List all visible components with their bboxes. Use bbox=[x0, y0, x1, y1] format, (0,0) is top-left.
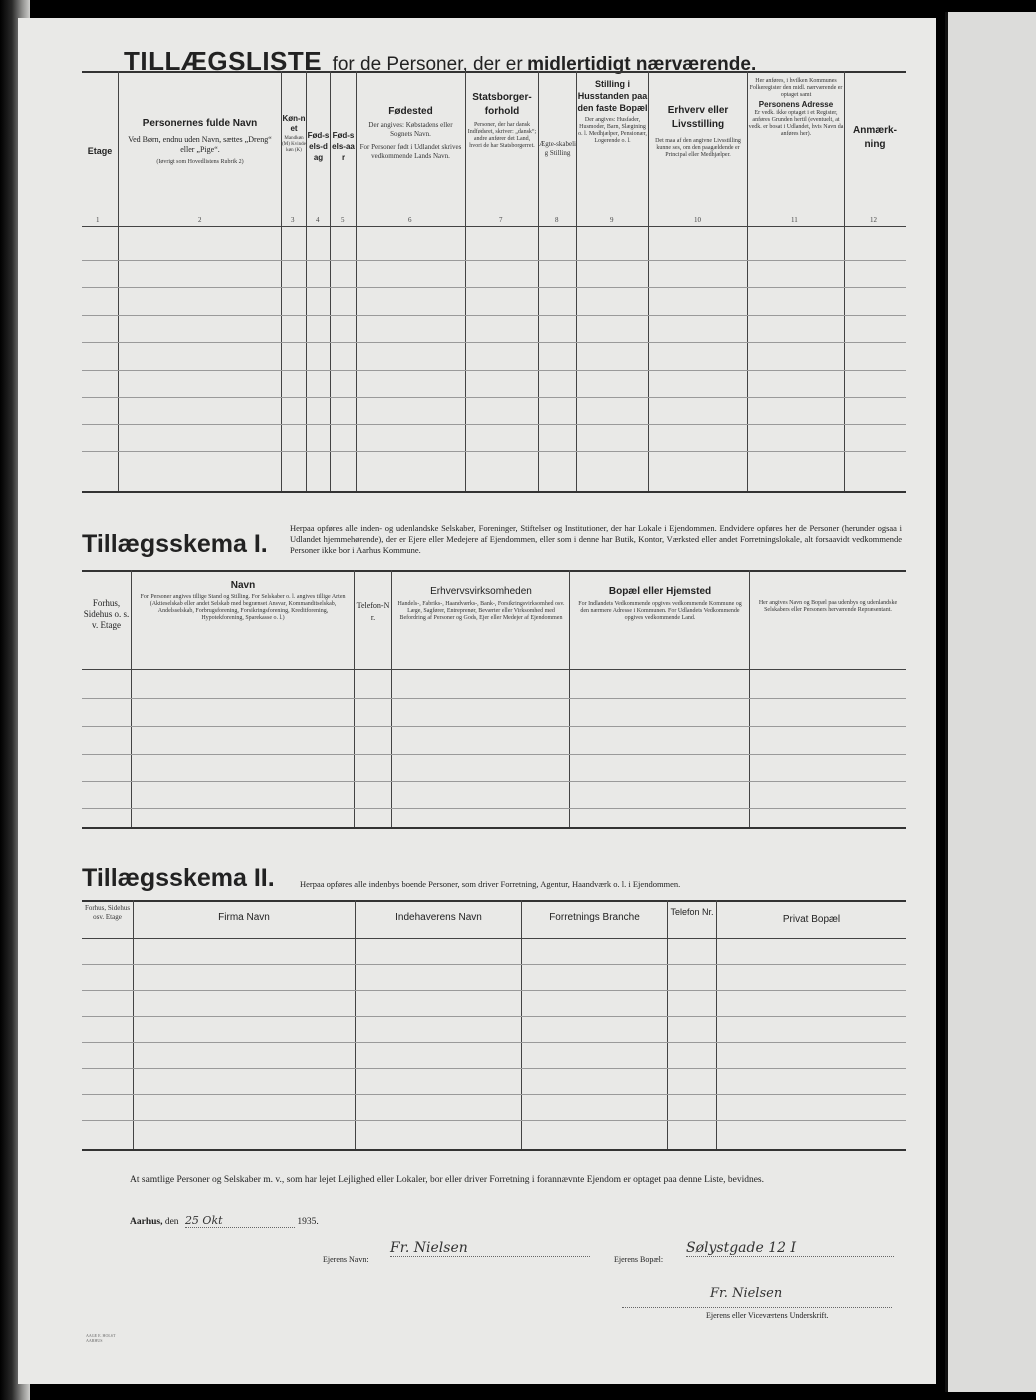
col-num-6: 6 bbox=[408, 216, 412, 224]
col-gender-header: Køn-net Mandkøn (M) Kvindekøn (K) bbox=[282, 114, 306, 153]
skema1-col-phone: Telefon-Nr. bbox=[356, 601, 390, 622]
skema2-intro: Herpaa opføres alle indenbys boende Personer, som driver Forretning, Agentur, Haandværk o. l. i Ejendommen. bbox=[300, 879, 681, 889]
col-num-3: 3 bbox=[291, 216, 295, 224]
skema1-col-floor: Forhus, Sidehus o. s. v. Etage bbox=[83, 598, 130, 630]
signature-line bbox=[622, 1307, 892, 1308]
caretaker-signature: Fr. Nielsen bbox=[710, 1286, 783, 1301]
skema2-col-phone: Telefon Nr. bbox=[670, 907, 714, 917]
skema1-intro: Herpaa opføres alle inden- og udenlandske Selskaber, Foreninger, Stiftelser og Institutioner, der har Lokale i Ejendommen. Endvidere opføres her de Personer (herunder ogsaa i Udlandet hjemmehørende), der er Ejere eller Medejere af Ejendommen, eller som i denne har Butik, Kontor, Værksted eller andet Forretningslokale, alt forsaavidt vedkommende Personer ikke bor i Aarhus Kommune. bbox=[290, 523, 902, 555]
skema2-col-firm: Firma Navn bbox=[218, 912, 270, 923]
skema1-title: Tillægsskema I. bbox=[82, 530, 268, 558]
owner-address-handwritten: Sølystgade 12 I bbox=[686, 1240, 894, 1257]
date-line bbox=[130, 1214, 430, 1228]
date-year: 1935. bbox=[297, 1217, 319, 1227]
col-birthyear-header: Fød-sels-aar bbox=[332, 131, 355, 162]
title-rest: for de Personer, der er bbox=[332, 54, 523, 75]
skema1-col-name: Navn For Personer angives tillige Stand og Stilling. For Selskaber o. l. angives tillige Arten (Aktieselskab eller andet Selskab med begrænset Ansvar, Kommanditselskab, Andelsselskab, Forbrugsforening, Forsikringsforening, Kreditforening, Hypotekforening, Sparekasse o. l.) bbox=[140, 580, 346, 621]
col-num-2: 2 bbox=[198, 216, 202, 224]
col-num-8: 8 bbox=[555, 216, 559, 224]
skema1-col-representative: Her angives Navn og Bopæl paa udenbys og udenlandske Selskabers eller Personers herværende Repræsentant. bbox=[758, 600, 898, 613]
printer-note: AAGE E. HOLST AARHUS bbox=[86, 1333, 116, 1343]
col-num-11: 11 bbox=[791, 216, 798, 224]
owner-address-label: Ejerens Bopæl: bbox=[614, 1255, 664, 1264]
form-page bbox=[18, 18, 936, 1384]
col-occupation-header: Erhverv eller Livsstilling Det maa af den angivne Livsstilling kunne ses, om den paagældende er Principal eller Medhjælper. bbox=[655, 105, 741, 158]
col-num-9: 9 bbox=[610, 216, 614, 224]
col-num-4: 4 bbox=[316, 216, 320, 224]
date-den: den bbox=[164, 1217, 179, 1227]
col-num-1: 1 bbox=[96, 216, 100, 224]
title-emph: midlertidigt nærværende. bbox=[527, 54, 757, 75]
col-name-header: Personernes fulde Navn Ved Børn, endnu uden Navn, sættes „Dreng“ eller „Pige“. (Iøvrigt som Hovedlistens Rubrik 2) bbox=[128, 118, 272, 165]
col-num-12: 12 bbox=[870, 216, 877, 224]
skema2-col-address: Privat Bopæl bbox=[782, 914, 841, 925]
declaration-text: At samtlige Personer og Selskaber m. v., som har lejet Lejlighed eller Lokaler, bor eller driver Forretning i forannævnte Ejendom er optaget paa denne Liste, bevidnes. bbox=[130, 1175, 764, 1185]
col-num-5: 5 bbox=[341, 216, 345, 224]
skema2-col-owner: Indehaverens Navn bbox=[395, 912, 482, 923]
owner-name-signature: Fr. Nielsen bbox=[390, 1240, 590, 1257]
col-address-header: Her anføres, i hvilken Kommunes Folkeregister den midl. nærværende er optaget samt Personens Adresse Er vedk. ikke optaget i et Register, anføres Grunden hertil (eventuelt, at vedk. er bosat i Udlandet, hvis Navn da anføres her). bbox=[748, 78, 844, 137]
col-household-header: Stilling i Husstanden paa den faste Bopæl Der angives: Husfader, Husmoder, Barn, Slægtning o. l. Medhjælper, Pensionær, Logerende o. l. bbox=[577, 79, 648, 144]
date-place: Aarhus, bbox=[130, 1217, 163, 1227]
signature-label: Ejerens eller Viceværtens Underskrift. bbox=[706, 1311, 829, 1320]
col-marital-header: Ægte-skabelig Stilling bbox=[539, 140, 576, 157]
owner-name-label: Ejerens Navn: bbox=[323, 1255, 369, 1264]
col-birthplace-header: Fødested Der angives: Købstadens eller Sognets Navn. For Personer født i Udlandet skrives vedkommende Lands Navn. bbox=[359, 106, 462, 160]
col-remarks-header: Anmærk-ning bbox=[853, 125, 897, 150]
skema1-col-residence: Bopæl eller Hjemsted For Indlandets Vedkommende opgives vedkommende Kommune og den nærmere Adresse i Kommunen. For Udlandets Vedkommende opgives vedkommende Land. bbox=[578, 586, 742, 621]
col-num-10: 10 bbox=[694, 216, 701, 224]
title-main: TILLÆGSLISTE bbox=[124, 46, 323, 76]
skema2-title: Tillægsskema II. bbox=[82, 864, 275, 892]
col-birthday-header: Fød-sels-dag bbox=[307, 131, 330, 162]
skema1-col-business: Erhvervsvirksomheden Handels-, Fabriks-, Haandværks-, Bank-, Forsikringsvirksomhed osv. Læge, Sagfører, Entreprenør, Beværter eller Virksomhed med Befordring af Personer og Gods, Ejer eller Medejer af Ejendommen bbox=[397, 586, 565, 621]
col-num-7: 7 bbox=[499, 216, 503, 224]
skema2-col-branch: Forretnings Branche bbox=[549, 912, 640, 923]
facing-page-edge bbox=[945, 12, 1036, 1392]
skema2-col-floor: Forhus, Sidehus osv. Etage bbox=[84, 904, 131, 921]
col-citizenship-header: Statsborger-forhold Personer, der har dansk Indfødsret, skriver: „dansk“; andre anfører det Land, hvori de har Statsborgerret. bbox=[467, 92, 537, 149]
date-handwritten: 25 Okt bbox=[185, 1214, 295, 1228]
col-etage-header: Etage bbox=[87, 146, 113, 156]
